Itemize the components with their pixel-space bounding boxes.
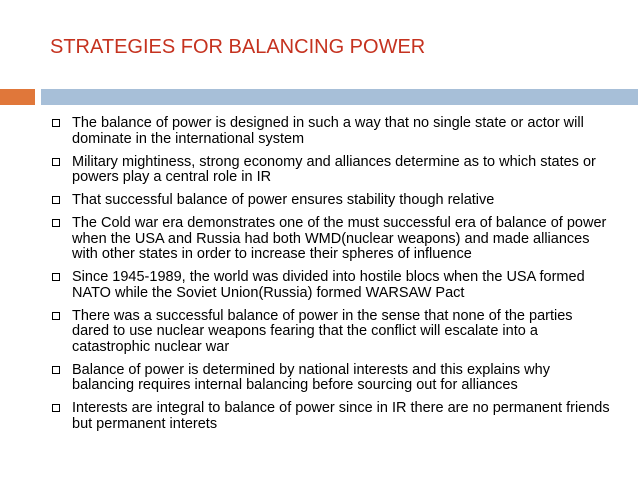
bullet-text: Balance of power is determined by national interests and this explains why balancing requires internal balancing before sourcing out for alliances <box>72 361 550 393</box>
bullet-item <box>50 363 610 394</box>
bullet-item <box>50 116 610 147</box>
bullet-item <box>50 401 610 432</box>
bullet-text: The Cold war era demonstrates one of the must successful era of balance of power when the USA and Russia had both WMD(nuclear weapons) and made alliances with other states in order to increase their spheres of influence <box>72 215 607 262</box>
bullet-item <box>50 309 610 356</box>
hollow-square-icon <box>52 312 60 320</box>
accent-bar-right <box>41 89 638 105</box>
bullet-item <box>50 193 610 209</box>
hollow-square-icon <box>52 196 60 204</box>
bullet-item <box>50 155 610 186</box>
bullet-text: Military mightiness, strong economy and alliances determine as to which states or powers play a central role in IR <box>72 153 596 185</box>
bullet-item <box>50 216 610 263</box>
hollow-square-icon <box>52 219 60 227</box>
hollow-square-icon <box>52 273 60 281</box>
bullet-text: The balance of power is designed in such a way that no single state or actor will dominate in the international system <box>72 115 584 147</box>
slide-title: STRATEGIES FOR BALANCING POWER <box>50 36 426 58</box>
bullet-text: Since 1945-1989, the world was divided into hostile blocs when the USA formed NATO while the Soviet Union(Russia) formed WARSAW Pact <box>72 269 585 301</box>
bullet-text: Interests are integral to balance of power since in IR there are no permanent friends but permanent interets <box>72 400 610 432</box>
hollow-square-icon <box>52 404 60 412</box>
accent-bar-left <box>0 89 35 105</box>
bullet-text: There was a successful balance of power in the sense that none of the parties dared to use nuclear weapons fearing that the conflict will escalate into a catastrophic nuclear war <box>72 307 573 355</box>
hollow-square-icon <box>52 366 60 374</box>
hollow-square-icon <box>52 119 60 127</box>
bullet-list <box>50 116 610 440</box>
hollow-square-icon <box>52 158 60 166</box>
bullet-text: That successful balance of power ensures stability though relative <box>72 192 495 208</box>
bullet-item <box>50 270 610 301</box>
